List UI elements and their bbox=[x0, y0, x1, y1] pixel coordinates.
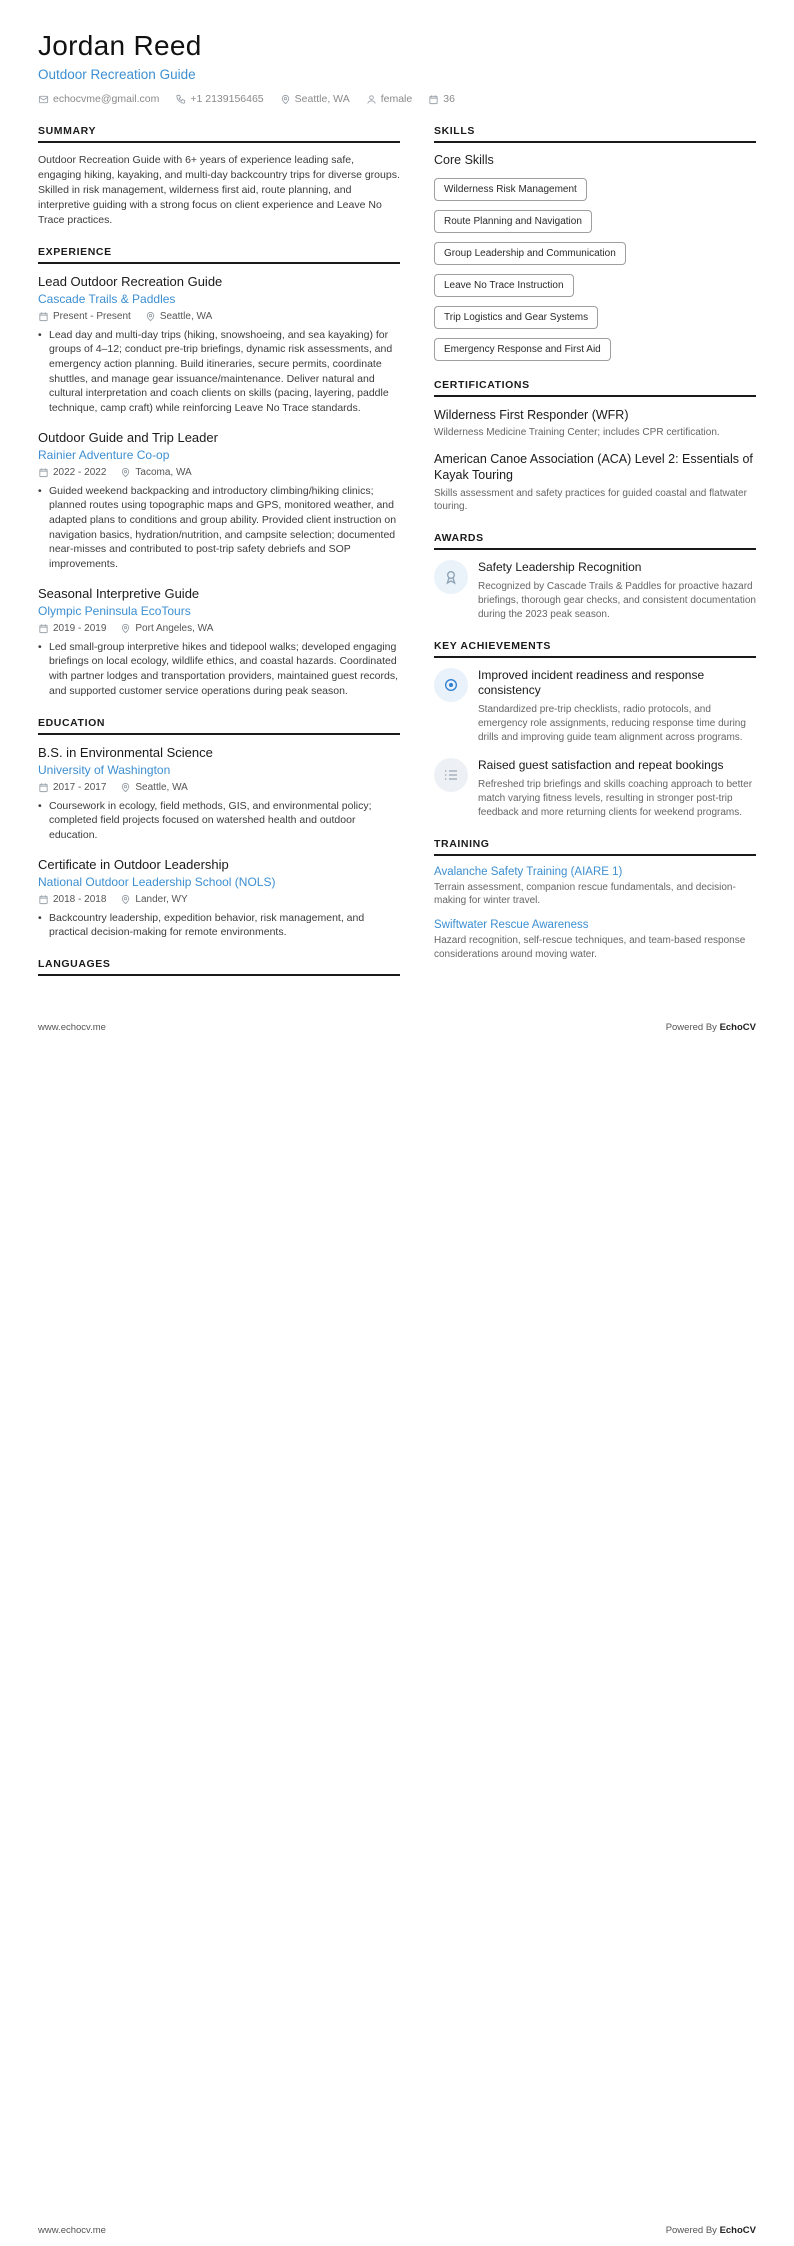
certification-title: Wilderness First Responder (WFR) bbox=[434, 408, 629, 422]
company-link: Olympic Peninsula EcoTours bbox=[38, 603, 191, 618]
achievement-title: Improved incident readiness and response consistency bbox=[478, 667, 705, 698]
section-experience bbox=[38, 246, 400, 699]
education-entry bbox=[38, 857, 400, 940]
education-location bbox=[120, 782, 187, 793]
location-pin-icon bbox=[120, 623, 131, 634]
job-title: Seasonal Interpretive Guide bbox=[38, 585, 200, 601]
job-dates-text: Present - Present bbox=[53, 310, 131, 322]
resume-header bbox=[38, 30, 756, 105]
award-content bbox=[478, 560, 756, 622]
training-title: Avalanche Safety Training (AIARE 1) bbox=[434, 865, 623, 878]
achievement-item bbox=[434, 758, 756, 820]
email-icon bbox=[38, 94, 49, 105]
experience-entry bbox=[38, 586, 400, 699]
education-location-text: Seattle, WA bbox=[135, 781, 188, 793]
job-dates bbox=[38, 623, 106, 634]
job-dates bbox=[38, 467, 106, 478]
education-dates-text: 2017 - 2017 bbox=[53, 781, 107, 793]
calendar-icon bbox=[38, 467, 49, 478]
contact-location-text: Seattle, WA bbox=[294, 93, 350, 105]
awards-heading: AWARDS bbox=[434, 532, 756, 550]
training-item bbox=[434, 866, 756, 909]
section-education bbox=[38, 717, 400, 940]
job-title: Lead Outdoor Recreation Guide bbox=[38, 273, 223, 289]
job-bullet: • Lead day and multi-day trips (hiking, snowshoeing, and sea kayaking) for groups of 4–12; conduct pre-trip briefings, dynamic risk assessments, and emergency action planning. Build itineraries, secure permits, coordinate shuttles, and manage gear issuance/maintenance. Deliver natural and cultural interpretation and coach clients on skills (pacing, layering, paddle technique, camp craft) while reinforcing Leave No Trace standards. bbox=[38, 328, 400, 416]
experience-entry bbox=[38, 274, 400, 416]
company-link: Rainier Adventure Co-op bbox=[38, 447, 170, 462]
job-location bbox=[145, 311, 212, 322]
education-dates bbox=[38, 894, 106, 905]
education-bullet: • Backcountry leadership, expedition behavior, risk management, and practical decision-making for remote environments. bbox=[38, 911, 400, 940]
job-meta bbox=[38, 623, 400, 634]
location-pin-icon bbox=[145, 311, 156, 322]
section-awards bbox=[434, 532, 756, 622]
degree-title: B.S. in Environmental Science bbox=[38, 744, 213, 760]
experience-heading: EXPERIENCE bbox=[38, 246, 400, 264]
education-dates bbox=[38, 782, 106, 793]
brand-name: EchoCV bbox=[719, 1021, 756, 1033]
achievement-content bbox=[478, 668, 756, 745]
phone-icon bbox=[175, 94, 186, 105]
achievement-desc: Standardized pre-trip checklists, radio protocols, and emergency role assignments, reducing response time during drills and improving guide team alignment across programs. bbox=[478, 703, 746, 743]
section-languages bbox=[38, 958, 400, 976]
resume-footer bbox=[0, 1022, 794, 1033]
contact-age bbox=[428, 93, 455, 105]
location-pin-icon bbox=[120, 782, 131, 793]
job-meta bbox=[38, 311, 400, 322]
job-bullets bbox=[38, 328, 400, 416]
education-dates-text: 2018 - 2018 bbox=[53, 893, 107, 905]
job-bullet: • Led small-group interpretive hikes and tidepool walks; developed engaging briefings on local ecology, wildlife ethics, and coastal hazards. Coordinated with partner lodges and transportation providers, maintained guest records, and supported customer service operations during peak season. bbox=[38, 640, 400, 699]
calendar-icon bbox=[38, 311, 49, 322]
job-bullet: • Guided weekend backpacking and introductory climbing/hiking clinics; planned routes using topographic maps and GPS, monitored weather, and adapted plans to conditions and group ability. Provided client instruction on navigation basics, hydration/nutrition, and campsite selection; documented near-misses and contributed to post-trip safety debriefs and SOP improvements. bbox=[38, 484, 400, 572]
contact-gender-text: female bbox=[380, 93, 413, 105]
company-link: Cascade Trails & Paddles bbox=[38, 291, 176, 306]
skill-chip: Trip Logistics and Gear Systems bbox=[434, 306, 598, 329]
job-location bbox=[120, 623, 213, 634]
section-certifications bbox=[434, 379, 756, 514]
section-key-achievements bbox=[434, 640, 756, 820]
calendar-icon bbox=[38, 894, 49, 905]
skills-chips bbox=[434, 178, 756, 361]
achievements-heading: KEY ACHIEVEMENTS bbox=[434, 640, 756, 658]
education-meta bbox=[38, 894, 400, 905]
training-item bbox=[434, 919, 756, 962]
brand-name: EchoCV bbox=[719, 2225, 756, 2236]
powered-by[interactable] bbox=[666, 1022, 756, 1033]
award-title: Safety Leadership Recognition bbox=[478, 560, 642, 575]
skills-heading: SKILLS bbox=[434, 125, 756, 143]
achievement-desc: Refreshed trip briefings and skills coaching approach to better match varying fitness levels, resulting in stronger post-trip feedback and more returning clients for weekend programs. bbox=[478, 778, 753, 818]
section-training bbox=[434, 838, 756, 962]
resume-document bbox=[0, 0, 794, 994]
job-dates bbox=[38, 311, 131, 322]
education-bullets bbox=[38, 911, 400, 940]
achievement-item bbox=[434, 668, 756, 745]
experience-entry bbox=[38, 430, 400, 572]
summary-text: Outdoor Recreation Guide with 6+ years of experience leading safe, engaging hiking, kayaking, and multi-day backcountry trips for diverse groups. Skilled in risk management, wilderness first aid, route planning, and interpretive guiding with a strong focus on client experience and Leave No Trace practices. bbox=[38, 154, 400, 226]
certification-desc: Wilderness Medicine Training Center; includes CPR certification. bbox=[434, 427, 720, 439]
training-desc: Hazard recognition, self-rescue techniques, and team-based response considerations around moving water. bbox=[434, 935, 746, 960]
education-heading: EDUCATION bbox=[38, 717, 400, 735]
skill-chip: Emergency Response and First Aid bbox=[434, 338, 611, 361]
contact-phone-text: +1 2139156465 bbox=[190, 93, 264, 105]
job-title: Outdoor Guide and Trip Leader bbox=[38, 429, 218, 445]
skill-chip: Route Planning and Navigation bbox=[434, 210, 592, 233]
candidate-title: Outdoor Recreation Guide bbox=[38, 67, 196, 82]
job-location-text: Port Angeles, WA bbox=[135, 622, 214, 634]
candidate-name: Jordan Reed bbox=[38, 30, 202, 61]
training-heading: TRAINING bbox=[434, 838, 756, 856]
list-icon bbox=[434, 758, 468, 792]
page-footer bbox=[0, 2225, 794, 2236]
contact-email bbox=[38, 93, 159, 105]
training-title: Swiftwater Rescue Awareness bbox=[434, 919, 589, 932]
job-location-text: Seattle, WA bbox=[159, 310, 213, 322]
site-link[interactable]: www.echocv.me bbox=[38, 1021, 106, 1033]
left-column bbox=[38, 125, 400, 994]
languages-heading: LANGUAGES bbox=[38, 958, 400, 976]
skill-chip: Group Leadership and Communication bbox=[434, 242, 626, 265]
education-location bbox=[120, 894, 187, 905]
target-icon bbox=[434, 668, 468, 702]
certification-item bbox=[434, 407, 756, 440]
award-item bbox=[434, 560, 756, 622]
skill-chip: Leave No Trace Instruction bbox=[434, 274, 574, 297]
education-location-text: Lander, WY bbox=[135, 893, 188, 905]
education-meta bbox=[38, 782, 400, 793]
contact-gender bbox=[366, 93, 413, 105]
contact-email-text: echocvme@gmail.com bbox=[53, 93, 160, 105]
section-skills bbox=[434, 125, 756, 361]
right-column bbox=[434, 125, 756, 994]
school-link: National Outdoor Leadership School (NOLS) bbox=[38, 874, 276, 889]
certification-title: American Canoe Association (ACA) Level 2: Essentials of Kayak Touring bbox=[434, 452, 753, 483]
school-link: University of Washington bbox=[38, 762, 171, 777]
certification-desc: Skills assessment and safety practices for guided coastal and flatwater touring. bbox=[434, 487, 747, 513]
contact-phone bbox=[175, 93, 263, 105]
job-location-text: Tacoma, WA bbox=[135, 466, 192, 478]
skills-group-label: Core Skills bbox=[434, 153, 494, 167]
powered-by-prefix: Powered By bbox=[665, 2225, 720, 2236]
achievement-content bbox=[478, 758, 756, 820]
award-desc: Recognized by Cascade Trails & Paddles for proactive hazard briefings, thorough gear checks, and consistent documentation during the 2023 peak season. bbox=[478, 580, 756, 620]
achievement-title: Raised guest satisfaction and repeat bookings bbox=[478, 757, 724, 772]
contact-location bbox=[280, 93, 350, 105]
job-dates-text: 2022 - 2022 bbox=[53, 466, 107, 478]
location-pin-icon bbox=[280, 94, 291, 105]
skill-chip: Wilderness Risk Management bbox=[434, 178, 587, 201]
calendar-icon bbox=[428, 94, 439, 105]
training-desc: Terrain assessment, companion rescue fundamentals, and decision-making for winter travel. bbox=[434, 881, 736, 907]
person-icon bbox=[366, 94, 377, 105]
job-bullets bbox=[38, 484, 400, 572]
education-bullet: • Coursework in ecology, field methods, GIS, and environmental policy; completed field projects focused on watershed health and outdoor education. bbox=[38, 799, 400, 843]
powered-by-prefix: Powered By bbox=[665, 1021, 720, 1033]
education-entry bbox=[38, 745, 400, 843]
job-location bbox=[120, 467, 191, 478]
award-medal-icon bbox=[434, 560, 468, 594]
calendar-icon bbox=[38, 623, 49, 634]
contact-age-text: 36 bbox=[443, 93, 455, 105]
section-summary bbox=[38, 125, 400, 228]
certifications-heading: CERTIFICATIONS bbox=[434, 379, 756, 397]
location-pin-icon bbox=[120, 467, 131, 478]
job-dates-text: 2019 - 2019 bbox=[53, 622, 107, 634]
job-meta bbox=[38, 467, 400, 478]
site-link[interactable]: www.echocv.me bbox=[38, 2225, 106, 2236]
degree-title: Certificate in Outdoor Leadership bbox=[38, 856, 229, 872]
powered-by[interactable] bbox=[666, 2225, 756, 2236]
contact-row bbox=[38, 93, 756, 105]
education-bullets bbox=[38, 799, 400, 843]
certification-item bbox=[434, 451, 756, 514]
calendar-icon bbox=[38, 782, 49, 793]
summary-heading: SUMMARY bbox=[38, 125, 400, 143]
job-bullets bbox=[38, 640, 400, 699]
location-pin-icon bbox=[120, 894, 131, 905]
